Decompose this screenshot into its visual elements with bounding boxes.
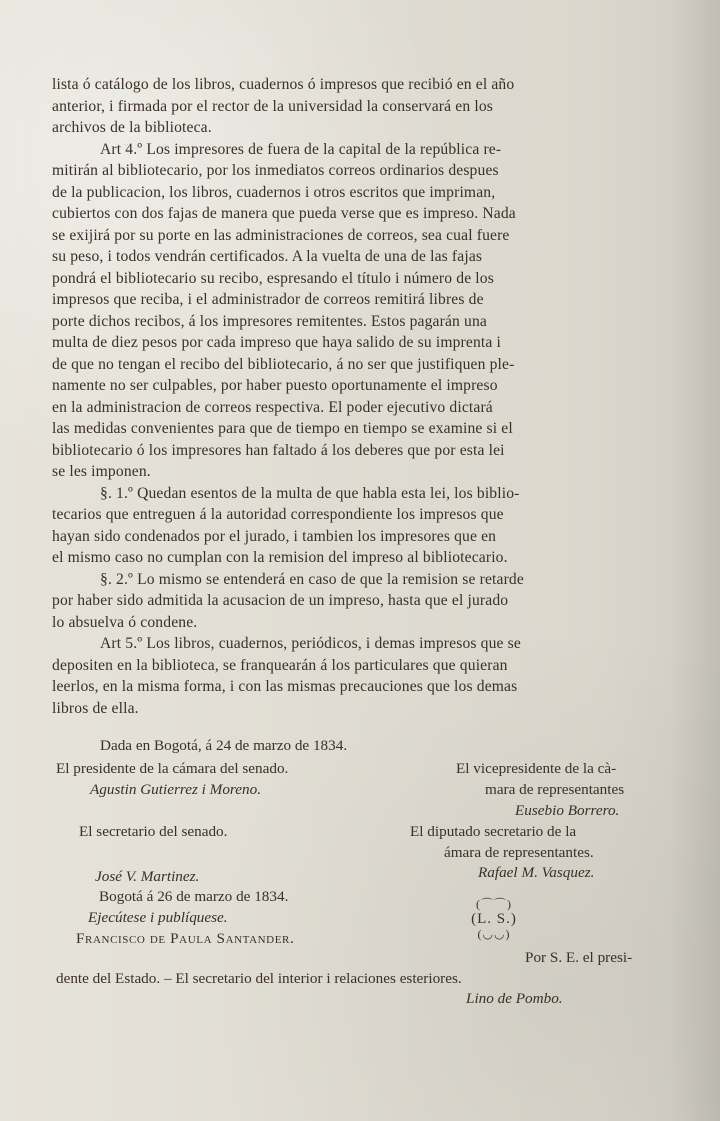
body-line-21: tecarios que entreguen á la autoridad correspondiente los impresos que xyxy=(52,506,504,523)
body-line-16: en la administracion de correos respectiva. El poder ejecutivo dictará xyxy=(52,398,493,416)
body-line-11: impresos que reciba, i el administrador de correos remitirá libres de xyxy=(52,291,484,308)
body-line-14: de que no tengan el recibo del bibliotecario, á no ser que justifiquen ple- xyxy=(52,355,515,373)
body-line-19: se les imponen. xyxy=(52,463,151,480)
senate-secretary-name: José V. Martinez. xyxy=(95,868,200,885)
final-signature-name: Lino de Pombo. xyxy=(466,990,563,1007)
senate-president-name: Agustin Gutierrez i Moreno. xyxy=(90,781,261,798)
body-line-5: mitirán al bibliotecario, por los inmediatos correos ordinarios despues xyxy=(52,162,499,179)
body-line-30: libros de ella. xyxy=(52,699,139,717)
seal-bottom: (◡◡) xyxy=(477,927,511,941)
house-vp-name: Eusebio Borrero. xyxy=(515,802,620,819)
seal-mark xyxy=(463,898,525,946)
bogota-date-line: Bogotá á 26 de marzo de 1834. xyxy=(99,888,289,905)
body-line-1: lista ó catálogo de los libros, cuadernos ó impresos que recibió en el año xyxy=(52,76,515,93)
body-line-28: depositen en la biblioteca, se franquearán á los particulares que quieran xyxy=(52,656,508,674)
body-line-29: leerlos, en la misma forma, i con las mismas precauciones que los demas xyxy=(52,678,518,695)
deputy-secretary-title-line-2: ámara de representantes. xyxy=(444,844,594,861)
body-line-22: hayan sido condenados por el jurado, i tambien los impresores que en xyxy=(52,527,497,545)
body-line-8: se exijirá por su porte en las administraciones de correos, sea cual fuere xyxy=(52,226,510,244)
house-vp-title-line-1: El vicepresidente de la cà- xyxy=(456,760,617,777)
body-line-3: archivos de la biblioteca. xyxy=(52,119,212,136)
body-line-9: su peso, i todos vendrán certificados. A la vuelta de una de las fajas xyxy=(52,248,483,265)
body-line-6: de la publicacion, los libros, cuadernos i otros escritos que impriman, xyxy=(52,183,496,201)
president-name: Francisco de Paula Santander. xyxy=(76,930,295,947)
body-line-12: porte dichos recibos, á los impresores remitentes. Estos pagarán una xyxy=(52,312,488,330)
deputy-secretary-title-line-1: El diputado secretario de la xyxy=(410,823,577,840)
execute-line: Ejecútese i publíquese. xyxy=(88,909,228,926)
section-2-line-1: §. 2.º Lo mismo se entenderá en caso de que la remision se retarde xyxy=(100,570,524,588)
body-line-7: cubiertos con dos fajas de manera que pueda verse que es impreso. Nada xyxy=(52,205,516,222)
body-line-15: namente no ser culpables, por haber puesto oportunamente el impreso xyxy=(52,377,498,394)
article-5-line-1: Art 5.º Los libros, cuadernos, periódicos, i demas impresos que se xyxy=(100,635,521,652)
body-line-26: lo absuelva ó condene. xyxy=(52,613,198,631)
deputy-secretary-name: Rafael M. Vasquez. xyxy=(478,864,595,881)
seal-label: (L. S.) xyxy=(471,911,517,927)
senate-president-title: El presidente de la cámara del senado. xyxy=(56,760,289,777)
senate-secretary-title: El secretario del senado. xyxy=(79,823,228,840)
body-line-2: anterior, i firmada por el rector de la universidad la conservará en los xyxy=(52,97,493,115)
body-line-17: las medidas convenientes para que de tiempo en tiempo se examine si el xyxy=(52,420,513,437)
house-vp-title-line-2: mara de representantes xyxy=(485,781,625,798)
document-body xyxy=(52,74,710,719)
estado-line: dente del Estado. – El secretario del interior i relaciones esteriores. xyxy=(56,970,462,987)
article-4-line-1: Art 4.º Los impresores de fuera de la capital de la república re- xyxy=(100,140,502,158)
body-line-25: por haber sido admitida la acusacion de un impreso, hasta que el jurado xyxy=(52,592,509,609)
por-line: Por S. E. el presi- xyxy=(525,949,633,966)
section-1-line-1: §. 1.º Quedan esentos de la multa de que habla esta lei, los biblio- xyxy=(100,484,520,502)
seal-top: (⌒⌒) xyxy=(476,897,512,911)
body-line-10: pondrá el bibliotecario su recibo, espresando el título i número de los xyxy=(52,269,494,287)
date-line: Dada en Bogotá, á 24 de marzo de 1834. xyxy=(100,737,348,754)
body-line-13: multa de diez pesos por cada impreso que haya salido de su imprenta i xyxy=(52,334,502,351)
body-line-18: bibliotecario ó los impresores han faltado á los deberes que por esta lei xyxy=(52,441,505,459)
body-line-23: el mismo caso no cumplan con la remision del impreso al bibliotecario. xyxy=(52,549,508,566)
